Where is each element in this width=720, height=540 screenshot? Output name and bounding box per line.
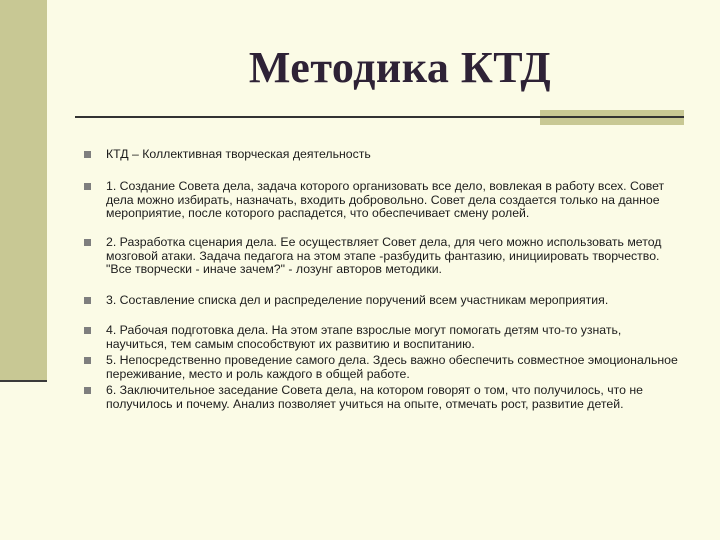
list-item-text: КТД – Коллективная творческая деятельность bbox=[106, 147, 371, 161]
list-item-text: 2. Разработка сценария дела. Ее осуществляет Совет дела, для чего можно использовать метод мозговой атаки. Задача педагога на этом этапе -разбудить фантазию, инициировать творчество. "Все творчески - иначе зачем?" - лозунг авторов методики. bbox=[106, 235, 662, 277]
slide-title: Методика КТД bbox=[248, 43, 552, 92]
square-bullet-icon bbox=[84, 239, 91, 246]
list-item-text: 1. Создание Совета дела, задача которого организовать все дело, вовлекая в работу всех. Совет дела можно избирать, назначать, входить добровольно. Совет дела создается только на данное мероприятие, после которого распадется, что обеспечивает смену ролей. bbox=[106, 179, 665, 221]
square-bullet-icon bbox=[84, 327, 91, 334]
left-accent-bar-divider bbox=[0, 380, 47, 382]
title-underline bbox=[75, 116, 545, 118]
list-item-text: 6. Заключительное заседание Совета дела, на котором говорят о том, что получилось, что не получилось и почему. Анализ позволяет учиться на опыте, отмечать рост, развитие детей. bbox=[106, 383, 644, 411]
square-bullet-icon bbox=[84, 357, 91, 364]
square-bullet-icon bbox=[84, 297, 91, 304]
square-bullet-icon bbox=[84, 151, 91, 158]
title-underline-accent-line bbox=[540, 116, 684, 118]
square-bullet-icon bbox=[84, 183, 91, 190]
list-item-text: 4. Рабочая подготовка дела. На этом этапе взрослые могут помогать детям что-то узнать, научиться, тем самым способствуют их развитию и воспитанию. bbox=[106, 323, 622, 351]
square-bullet-icon bbox=[84, 387, 91, 394]
list-item-text: 5. Непосредственно проведение самого дела. Здесь важно обеспечить совместное эмоциональное переживание, место и роль каждого в общей работе. bbox=[106, 353, 678, 381]
list-item-text: 3. Составление списка дел и распределение поручений всем участникам мероприятия. bbox=[106, 293, 609, 307]
left-accent-bar bbox=[0, 0, 47, 380]
